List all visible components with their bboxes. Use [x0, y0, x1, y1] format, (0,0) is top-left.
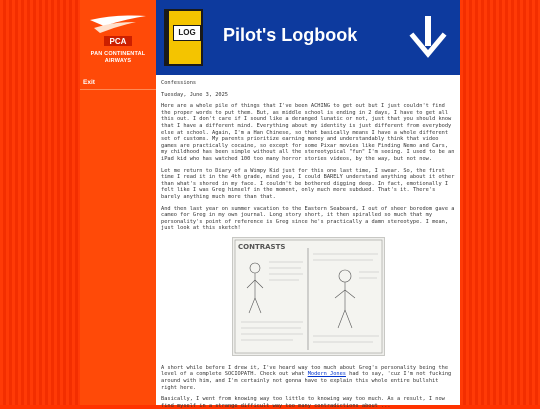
entry-paragraph: Let me return to Diary of a Wimpy Kid just for this one last time, I swear. So, the first time I read it in the 4th grade, mind you, I could BARELY understand anything about it other than what's shored in my face. I couldn't be bothered digging deep. In fact, emotionally I felt like I was Greg himself in the moment, only much more subdued. That's it. There's barely anything much more than that. [161, 167, 455, 200]
journal-entry [156, 75, 460, 409]
entry-text: had to say, 'cuz I'm not fucking around with him, and I'm certainly not gonna have to explain this whole entire bullshit right here. [161, 371, 452, 391]
left-decorative-stripes [0, 0, 80, 405]
page-title: Pilot's Logbook [223, 25, 358, 45]
entry-paragraph [161, 365, 456, 391]
sidebar [80, 75, 156, 405]
entry-title: Confessions [161, 80, 197, 86]
sidebar-item-exit[interactable]: Exit [83, 79, 95, 86]
airline-logo[interactable] [80, 0, 156, 75]
down-arrow-icon[interactable] [410, 14, 446, 58]
sidebar-divider [80, 89, 156, 90]
right-decorative-stripes [460, 0, 540, 405]
logo-brand-short: PCA [109, 37, 127, 46]
entry-text: A short while before I drew it, I've heard way too much about Greg's personality being the level of a complete SOCIOPATH. Check out what [161, 364, 449, 378]
logo-line-1: PAN CONTINENTAL [90, 51, 146, 57]
entry-paragraph: Here are a whole pile of things that I've been ACHING to get out but I just couldn't find the proper words to put them. But, as middle school is ending in 2 days, I have to get all this out. I don't care if I sound like a deranged lunatic or not, just that you should know that I have a different mind. Everything about my identity is just different from everybody else at school. Again, I'm a Han Chinese, so that basically means I have a whole different set of customs. My parents prioritize earning money and understandably think that video games are practically cocaine, so except for some Pixar movies like Finding Nemo and Cars, my childhood has been simple without all the stereotypical "fun" I'm seeing. I used to be an iPad kid who has watched 100 too many horror stories videos, by the way, but not now. [161, 103, 455, 162]
page-banner [156, 0, 460, 75]
contrasts-sketch-image [232, 237, 385, 356]
page-frame [80, 0, 460, 409]
modern-jones-link[interactable]: Modern Jones [307, 371, 346, 378]
logo-line-2: AIRWAYS [104, 58, 132, 64]
sketch-title: CONTRASTS [238, 242, 286, 251]
sketch-drawing [233, 238, 384, 355]
entry-paragraph: And then last year on summer vacation to the Eastern Seaboard, I out of sheer boredom gave a cameo for Greg in my own journal. Long story short, it then spiralled so much that my personality's point of reference is Greg since he's practically a damn stereotype. I mean, just look at this sketch! [161, 205, 455, 232]
entry-paragraph: Basically, I went from knowing way too little to knowing way too much. As a result, I now find myself in a strange difficult way too many contradictions about ... [161, 396, 445, 409]
logbook-label: LOG [173, 25, 201, 41]
entry-date: Tuesday, June 3, 2025 [161, 91, 228, 98]
airline-wing-logo-icon [86, 6, 150, 50]
logbook-icon [164, 9, 203, 66]
